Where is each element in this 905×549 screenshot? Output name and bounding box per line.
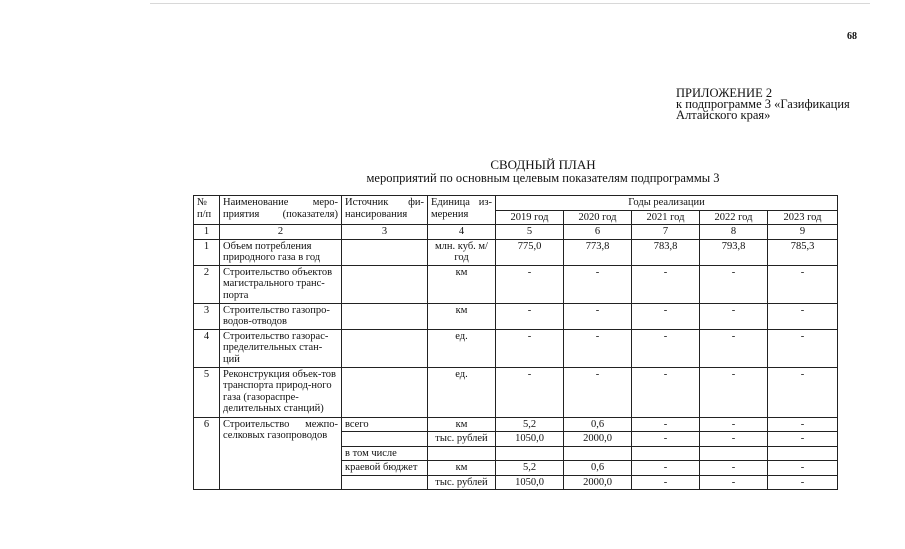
row-value: 2000,0 bbox=[564, 432, 632, 447]
row-value: - bbox=[496, 329, 564, 367]
row-value: - bbox=[632, 303, 700, 329]
row-value: - bbox=[700, 461, 768, 476]
row-unit: км bbox=[428, 461, 496, 476]
table-row bbox=[194, 329, 838, 367]
appendix-line1: ПРИЛОЖЕНИЕ 2 bbox=[676, 86, 773, 100]
row-value: 785,3 bbox=[768, 239, 838, 265]
row-value: - bbox=[496, 265, 564, 303]
appendix-block bbox=[676, 88, 850, 121]
header-source: Источник фи-нансирования bbox=[342, 196, 428, 225]
column-number: 7 bbox=[632, 225, 700, 240]
row-value: - bbox=[632, 432, 700, 447]
table-row bbox=[194, 239, 838, 265]
header-years-title: Годы реализации bbox=[496, 196, 838, 211]
row-num: 5 bbox=[194, 367, 220, 417]
header-year: 2023 год bbox=[768, 210, 838, 225]
row-value: - bbox=[496, 303, 564, 329]
column-number: 1 bbox=[194, 225, 220, 240]
row-source bbox=[342, 329, 428, 367]
table-header bbox=[194, 196, 838, 240]
row-value: - bbox=[768, 432, 838, 447]
scan-artifact-top bbox=[150, 3, 870, 4]
header-unit: Единица из-мерения bbox=[428, 196, 496, 225]
row-value: - bbox=[700, 265, 768, 303]
table-row bbox=[194, 417, 838, 432]
row-value: - bbox=[768, 303, 838, 329]
column-number: 9 bbox=[768, 225, 838, 240]
table-row bbox=[194, 367, 838, 417]
column-number: 6 bbox=[564, 225, 632, 240]
header-year: 2022 год bbox=[700, 210, 768, 225]
header-num: № п/п bbox=[194, 196, 220, 225]
table-row bbox=[194, 265, 838, 303]
row-name: Объем потребления природного газа в год bbox=[220, 239, 342, 265]
header-year: 2019 год bbox=[496, 210, 564, 225]
row-value: 5,2 bbox=[496, 417, 564, 432]
row-name: Реконструкция объек-тов транспорта природ-ного газа (газораспре-делительных станций) bbox=[220, 367, 342, 417]
row-value: - bbox=[768, 329, 838, 367]
row-value: - bbox=[700, 432, 768, 447]
row-value bbox=[496, 446, 564, 461]
row-value: 5,2 bbox=[496, 461, 564, 476]
row-value bbox=[768, 446, 838, 461]
appendix-line3: Алтайского края» bbox=[676, 108, 771, 122]
row-value: 783,8 bbox=[632, 239, 700, 265]
row-value: 2000,0 bbox=[564, 475, 632, 490]
row-num: 3 bbox=[194, 303, 220, 329]
row-value: - bbox=[768, 367, 838, 417]
plan-subtitle: мероприятий по основным целевым показателям подпрограммы 3 bbox=[366, 171, 720, 185]
row-unit: км bbox=[428, 265, 496, 303]
row-value: - bbox=[700, 417, 768, 432]
row-unit: ед. bbox=[428, 367, 496, 417]
row-value: - bbox=[564, 265, 632, 303]
row-num: 1 bbox=[194, 239, 220, 265]
row-value: - bbox=[632, 265, 700, 303]
row-unit: тыс. рублей bbox=[428, 475, 496, 490]
header-year: 2021 год bbox=[632, 210, 700, 225]
row-name: Строительство межпо-селковых газопроводов bbox=[220, 417, 342, 490]
appendix-line2: к подпрограмме 3 «Газификация bbox=[676, 97, 850, 111]
row-value: - bbox=[700, 303, 768, 329]
row-value: - bbox=[496, 367, 564, 417]
column-number: 5 bbox=[496, 225, 564, 240]
row-value: - bbox=[700, 367, 768, 417]
row-source: в том числе bbox=[342, 446, 428, 461]
row-source bbox=[342, 303, 428, 329]
row-name: Строительство объектов магистрального транс-порта bbox=[220, 265, 342, 303]
header-year: 2020 год bbox=[564, 210, 632, 225]
row-value: - bbox=[564, 367, 632, 417]
row-unit: тыс. рублей bbox=[428, 432, 496, 447]
row-value: - bbox=[632, 417, 700, 432]
row-source bbox=[342, 239, 428, 265]
column-number: 2 bbox=[220, 225, 342, 240]
row-value: 775,0 bbox=[496, 239, 564, 265]
table-body bbox=[194, 239, 838, 417]
row-source: всего bbox=[342, 417, 428, 432]
row-source bbox=[342, 265, 428, 303]
plan-title: СВОДНЫЙ ПЛАН bbox=[490, 157, 596, 172]
row-unit bbox=[428, 446, 496, 461]
row-value: - bbox=[632, 475, 700, 490]
row-value: - bbox=[564, 303, 632, 329]
row-value: - bbox=[768, 475, 838, 490]
row-num: 6 bbox=[194, 417, 220, 490]
row-value: - bbox=[700, 475, 768, 490]
row-value: - bbox=[768, 265, 838, 303]
row-value: - bbox=[632, 461, 700, 476]
row-name: Строительство газопро-водов-отводов bbox=[220, 303, 342, 329]
row-value: - bbox=[564, 329, 632, 367]
row-value: - bbox=[632, 329, 700, 367]
row-unit: ед. bbox=[428, 329, 496, 367]
plan-table bbox=[193, 195, 838, 490]
row-value: - bbox=[768, 461, 838, 476]
row-value: - bbox=[632, 367, 700, 417]
column-number: 8 bbox=[700, 225, 768, 240]
row-value: 1050,0 bbox=[496, 432, 564, 447]
row-source bbox=[342, 367, 428, 417]
row-unit: км bbox=[428, 417, 496, 432]
row-value: - bbox=[700, 329, 768, 367]
row-value: 793,8 bbox=[700, 239, 768, 265]
row-value: - bbox=[768, 417, 838, 432]
row-unit: км bbox=[428, 303, 496, 329]
row-value: 0,6 bbox=[564, 417, 632, 432]
row-unit: млн. куб. м/год bbox=[428, 239, 496, 265]
row-num: 2 bbox=[194, 265, 220, 303]
table-row bbox=[194, 303, 838, 329]
row-value: 773,8 bbox=[564, 239, 632, 265]
row-source: краевой бюджет bbox=[342, 461, 428, 476]
row-value bbox=[564, 446, 632, 461]
row-value bbox=[700, 446, 768, 461]
row-num: 4 bbox=[194, 329, 220, 367]
table-body-row6 bbox=[194, 417, 838, 490]
row-source bbox=[342, 475, 428, 490]
column-number: 3 bbox=[342, 225, 428, 240]
row-value bbox=[632, 446, 700, 461]
row-name: Строительство газорас-пределительных стан-ций bbox=[220, 329, 342, 367]
column-number: 4 bbox=[428, 225, 496, 240]
row-value: 0,6 bbox=[564, 461, 632, 476]
page-number: 68 bbox=[847, 31, 857, 42]
header-name: Наименование меро-приятия (показателя) bbox=[220, 196, 342, 225]
row-source bbox=[342, 432, 428, 447]
row-value: 1050,0 bbox=[496, 475, 564, 490]
